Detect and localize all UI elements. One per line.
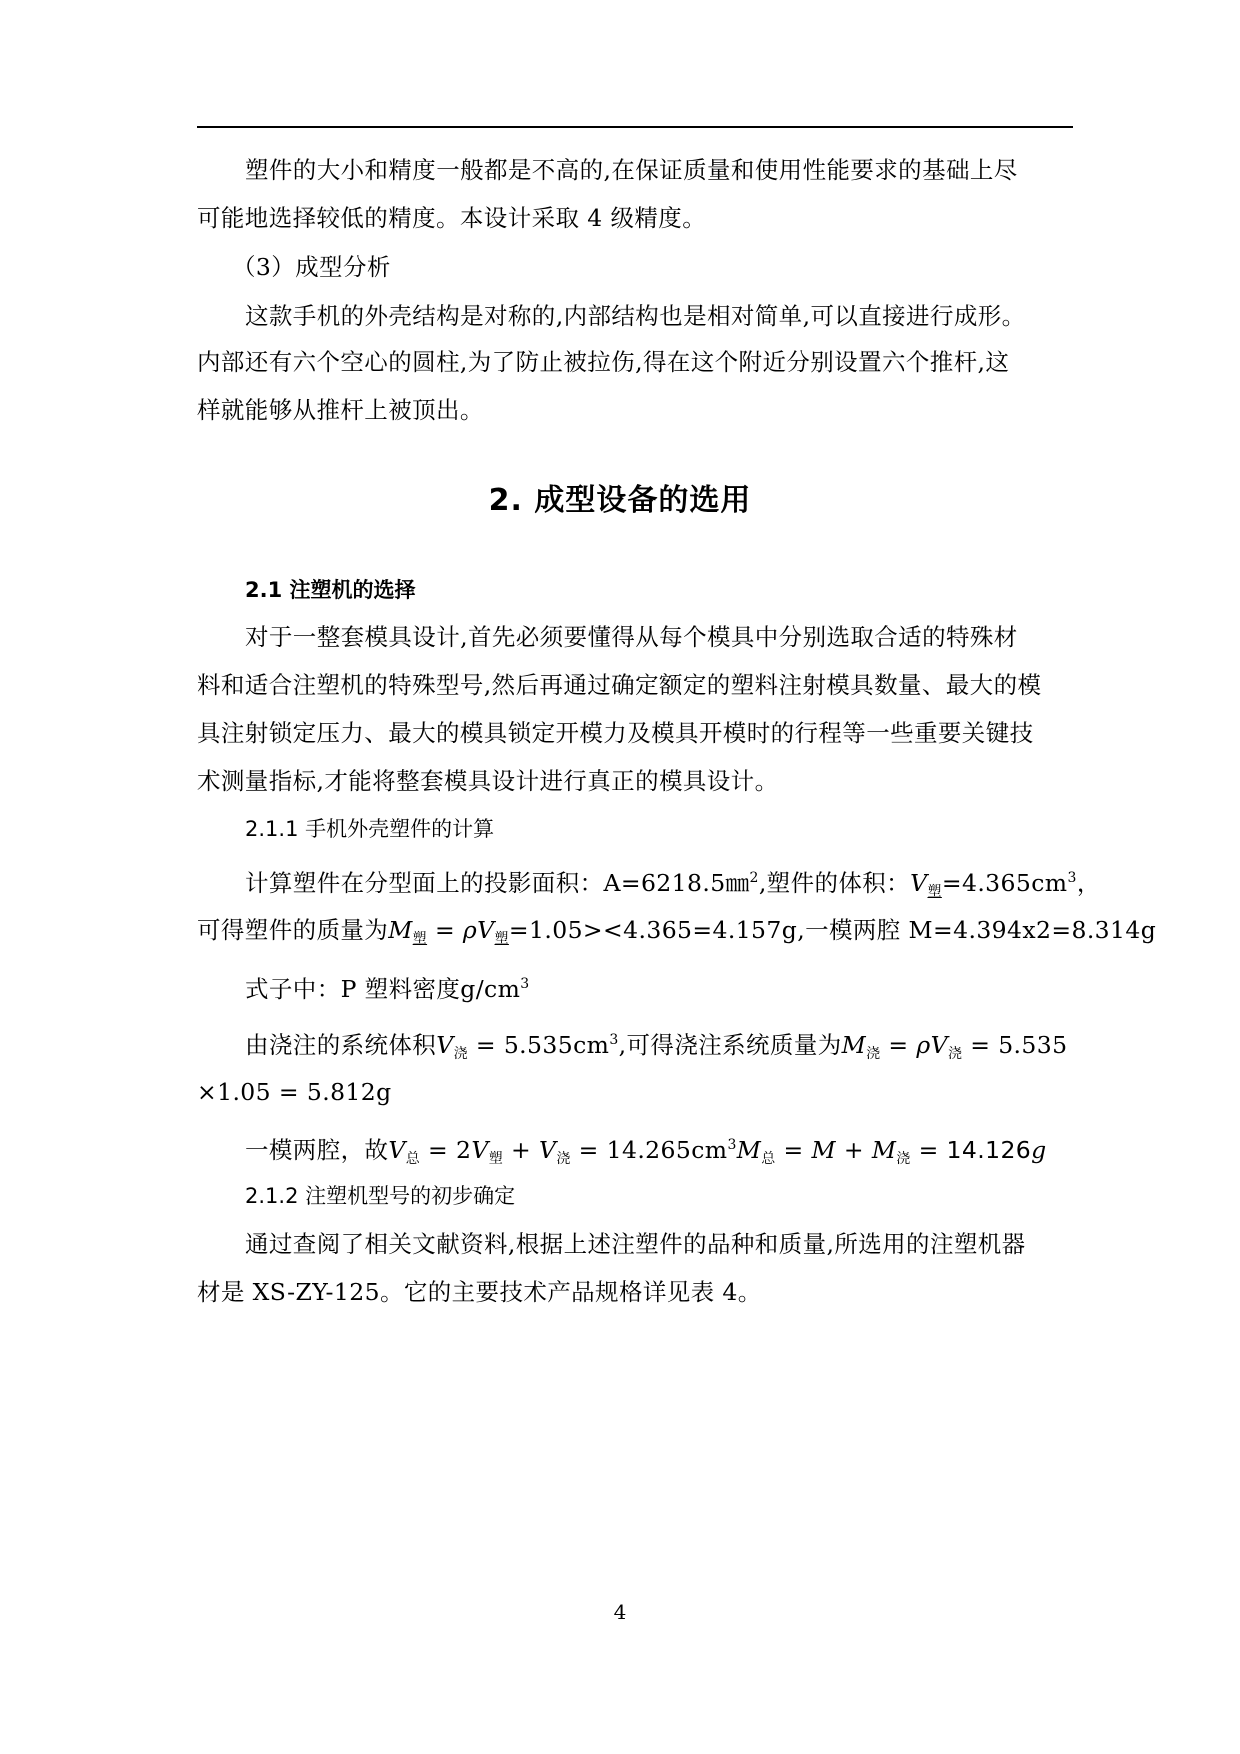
math-var: V <box>471 1136 489 1164</box>
subscript: 浇 <box>556 1151 571 1167</box>
subscript: 塑 <box>412 931 428 947</box>
text: 计算塑件在分型面上的投影面积：A=6218.5㎜ <box>245 869 750 897</box>
paragraph-line: 材是 XS-ZY-125。它的主要技术产品规格详见表 4。 <box>197 1278 762 1306</box>
text: = <box>775 1136 812 1164</box>
subscript: 浇 <box>453 1046 468 1062</box>
paragraph-line: 具注射锁定压力、最大的模具锁定开模力及模具开模时的行程等一些重要关键技 <box>197 719 1034 747</box>
text: =1.05><4.365=4.157g,一模两腔 M=4.394x2=8.314g <box>508 916 1157 944</box>
math-var: ρV <box>462 916 495 944</box>
subscript: 塑 <box>488 1151 504 1167</box>
paragraph-line: 这款手机的外壳结构是对称的,内部结构也是相对简单,可以直接进行成形。 <box>245 302 1026 330</box>
math-var: V <box>910 869 928 897</box>
text: = 5.535cm <box>467 1031 610 1059</box>
chapter-title: 2. 成型设备的选用 <box>488 483 752 518</box>
formula-line-total <box>245 1130 1077 1174</box>
paragraph-line: 样就能够从推杆上被顶出。 <box>197 396 484 424</box>
section-heading: 2.1 注塑机的选择 <box>245 578 416 602</box>
math-var: ρV <box>916 1031 948 1059</box>
superscript: 3 <box>1067 870 1077 886</box>
header-rule <box>197 126 1073 128</box>
math-var: V <box>436 1031 454 1059</box>
math-var: M <box>388 916 413 944</box>
text: = 2 <box>420 1136 472 1164</box>
text: + <box>835 1136 872 1164</box>
paragraph-line: 术测量指标,才能将整套模具设计进行真正的模具设计。 <box>197 767 779 795</box>
paragraph-line: 对于一整套模具设计,首先必须要懂得从每个模具中分别选取合适的特殊材 <box>245 623 1018 651</box>
superscript: 2 <box>749 870 759 886</box>
page-number: 4 <box>613 1600 627 1624</box>
superscript: 3 <box>520 976 530 992</box>
subscript: 塑 <box>927 884 942 900</box>
math-var: M <box>736 1136 762 1164</box>
superscript: 3 <box>727 1137 737 1153</box>
item-heading: （3）成型分析 <box>232 253 391 281</box>
superscript: 3 <box>609 1032 619 1048</box>
formula-line-area-volume <box>245 863 1101 907</box>
paragraph-line: 塑件的大小和精度一般都是不高的,在保证质量和使用性能要求的基础上尽 <box>245 156 1018 184</box>
text: + <box>503 1136 539 1164</box>
text: ,塑件的体积： <box>758 869 911 897</box>
text: 由浇注的系统体积 <box>245 1031 437 1059</box>
subscript: 塑 <box>494 931 509 947</box>
formula-line-mass <box>197 915 1157 954</box>
subscript: 总 <box>405 1151 421 1167</box>
text: ， <box>1076 869 1101 897</box>
text: = 5.535 <box>962 1031 1068 1059</box>
formula-line-runner-cont: ×1.05 = 5.812g <box>197 1078 392 1106</box>
math-var: V <box>388 1136 406 1164</box>
paragraph-line: 料和适合注塑机的特殊型号,然后再通过确定额定的塑料注射模具数量、最大的模 <box>197 671 1042 699</box>
text: = 14.265cm <box>570 1136 728 1164</box>
text: =4.365cm <box>941 869 1068 897</box>
paragraph-line: 内部还有六个空心的圆柱,为了防止被拉伤,得在这个附近分别设置六个推杆,这 <box>197 348 1010 376</box>
text: 一模两腔，故 <box>245 1136 389 1164</box>
subsection-heading: 2.1.2 注塑机型号的初步确定 <box>245 1184 516 1208</box>
text: = <box>880 1031 917 1059</box>
subscript: 浇 <box>947 1046 963 1062</box>
math-var: V <box>539 1136 557 1164</box>
math-var: M <box>811 1136 836 1164</box>
text: 式子中：P 塑料密度g/cm <box>245 975 521 1003</box>
text: = 14.126 <box>910 1136 1032 1164</box>
paragraph-line: 通过查阅了相关文献资料,根据上述注塑件的品种和质量,所选用的注塑机器 <box>245 1230 1026 1258</box>
text: 可得塑件的质量为 <box>197 916 389 944</box>
formula-line-runner <box>245 1025 1077 1069</box>
subscript: 浇 <box>866 1046 881 1062</box>
text: = <box>427 916 463 944</box>
math-var: g <box>1031 1136 1047 1164</box>
formula-line-density <box>245 969 1077 1004</box>
paragraph-line: 可能地选择较低的精度。本设计采取 4 级精度。 <box>197 204 707 232</box>
subscript: 总 <box>761 1151 776 1167</box>
subscript: 浇 <box>896 1151 911 1167</box>
math-var: M <box>871 1136 897 1164</box>
math-var: M <box>841 1031 867 1059</box>
subsection-heading: 2.1.1 手机外壳塑件的计算 <box>245 817 495 841</box>
text: ,可得浇注系统质量为 <box>618 1031 842 1059</box>
